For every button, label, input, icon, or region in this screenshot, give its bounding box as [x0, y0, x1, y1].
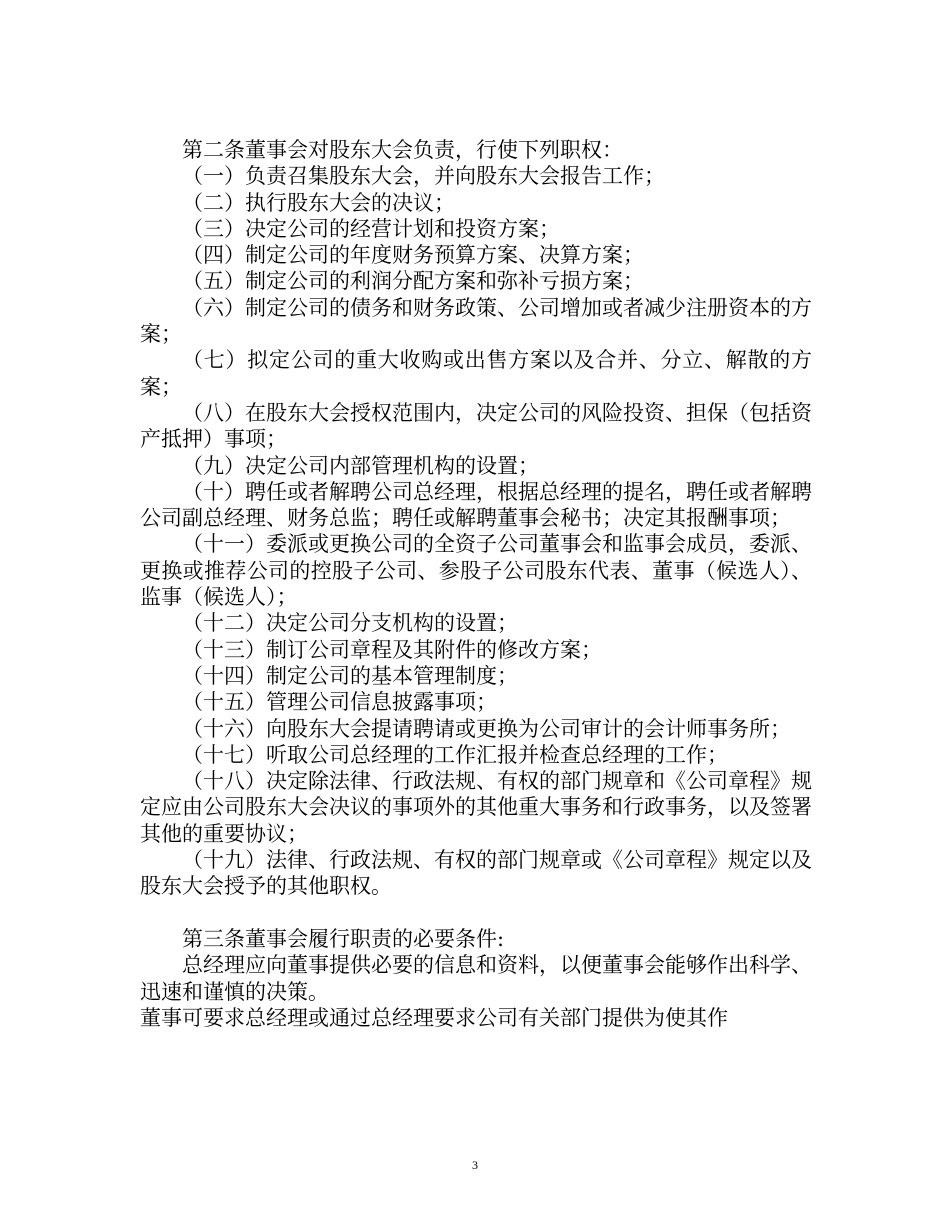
article-2-item-6: （六）制定公司的债务和财务政策、公司增加或者减少注册资本的方案；: [140, 295, 812, 347]
paragraph-gap: [140, 900, 812, 926]
article-2-item-3: （三）决定公司的经营计划和投资方案；: [182, 216, 560, 241]
article-3-heading: 第三条董事会履行职责的必要条件:: [182, 926, 505, 951]
article-2-item-19: （十九）法律、行政法规、有权的部门规章或《公司章程》规定以及股东大会授予的其他职权。: [140, 848, 812, 899]
page-number: 3: [472, 1158, 478, 1172]
article-2-item-15: （十五）管理公司信息披露事项；: [182, 690, 497, 715]
article-2-item-13: （十三）制订公司章程及其附件的修改方案；: [182, 637, 602, 662]
article-2-item-8: （八）在股东大会授权范围内，决定公司的风险投资、担保（包括资产抵押）事项；: [140, 400, 812, 452]
article-2-item-17: （十七）听取公司总经理的工作汇报并检查总经理的工作；: [182, 742, 728, 767]
article-2-item-10: （十）聘任或者解聘公司总经理，根据总经理的提名，聘任或者解聘公司副总经理、财务总监；聘任或解聘董事会秘书；决定其报酬事项；: [140, 479, 812, 531]
article-3-paragraph-1: 总经理应向董事提供必要的信息和资料，以便董事会能够作出科学、迅速和谨慎的决策。: [140, 953, 812, 1004]
article-2-item-16: （十六）向股东大会提请聘请或更换为公司审计的会计师事务所；: [182, 716, 791, 741]
article-2-item-4: （四）制定公司的年度财务预算方案、决算方案；: [182, 243, 644, 268]
article-2-item-5: （五）制定公司的利润分配方案和弥补亏损方案；: [182, 269, 644, 294]
document-body: [140, 137, 812, 1031]
article-3-paragraph-2: 董事可要求总经理或通过总经理要求公司有关部门提供为使其作: [140, 1005, 728, 1030]
article-2-item-9: （九）决定公司内部管理机构的设置；: [182, 453, 539, 478]
article-2-item-2: （二）执行股东大会的决议；: [182, 190, 455, 215]
article-2-item-11: （十一）委派或更换公司的全资子公司董事会和监事会成员，委派、更换或推荐公司的控股子公司、参股子公司股东代表、董事（候选人）、监事（候选人）；: [140, 532, 812, 610]
article-2-item-14: （十四）制定公司的基本管理制度；: [182, 663, 518, 688]
article-2-item-7: （七）拟定公司的重大收购或出售方案以及合并、分立、解散的方案；: [140, 348, 812, 399]
article-2-heading: 第二条董事会对股东大会负责，行使下列职权：: [182, 138, 623, 162]
article-2-item-1: （一）负责召集股东大会，并向股东大会报告工作；: [182, 164, 665, 189]
article-2-item-18: （十八）决定除法律、行政法规、有权的部门规章和《公司章程》规定应由公司股东大会决议的事项外的其他重大事务和行政事务，以及签署其他的重要协议；: [140, 769, 812, 846]
article-2-item-12: （十二）决定公司分支机构的设置；: [182, 611, 518, 636]
